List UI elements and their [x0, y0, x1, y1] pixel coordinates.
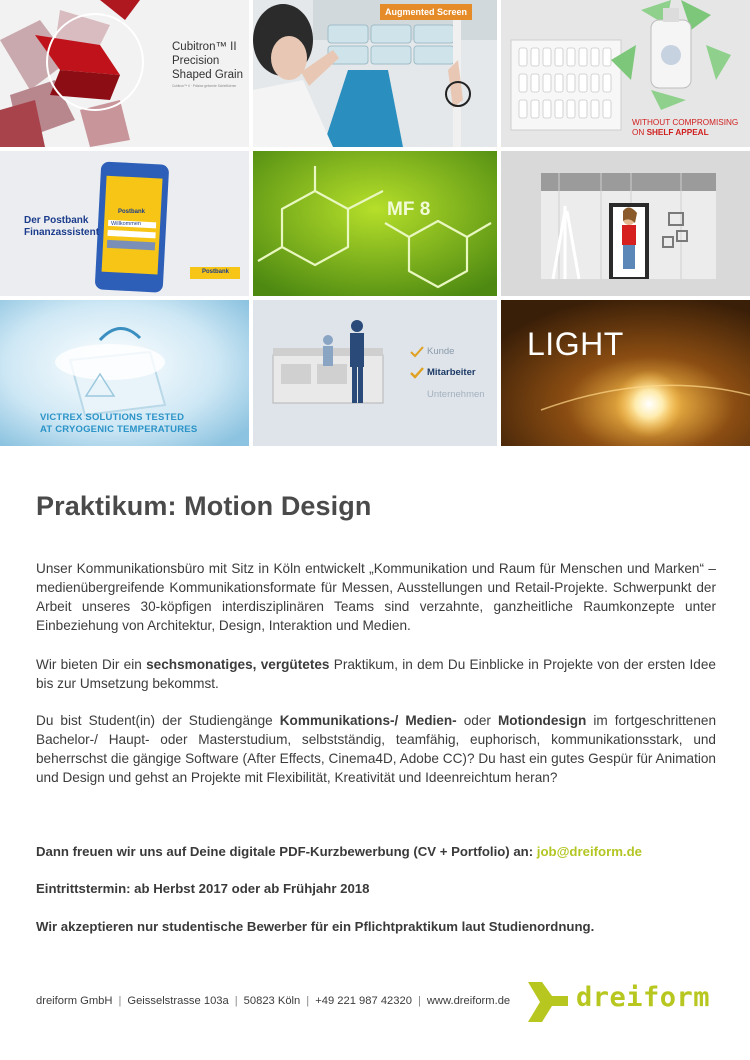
- cubitron-title-line2: Precision: [172, 55, 220, 67]
- cubitron-title-line3: Shaped Grain: [172, 69, 243, 81]
- light-graphic: [501, 300, 750, 446]
- footer-separator: |: [234, 995, 238, 1007]
- light-label: LIGHT: [527, 326, 624, 362]
- mf8-graphic: [253, 151, 497, 296]
- tile-light: [501, 300, 750, 446]
- augmented-screen-badge-text: Augmented Screen: [384, 7, 468, 17]
- start-date-line: Eintrittstermin: ab Herbst 2017 oder ab Frühjahr 2018: [36, 881, 370, 896]
- profile-text-2: oder: [456, 713, 498, 728]
- profile-text-1: Du bist Student(in) der Studiengänge: [36, 713, 280, 728]
- shelf-line2: [632, 128, 738, 138]
- footer-separator: |: [118, 995, 122, 1007]
- profile-bold-1: Kommunikations-/ Medien-: [279, 713, 457, 728]
- footer-street: Geisselstrasse 103a: [127, 995, 229, 1007]
- augmented-screen-graphic: [253, 0, 497, 147]
- dreiform-logo: [526, 978, 721, 1026]
- cubitron-title-line1: Cubitron™ II: [172, 41, 237, 53]
- footer-separator: |: [417, 995, 421, 1007]
- application-text: Dann freuen wir uns auf Deine digitale PDF-Kurzbewerbung (CV + Portfolio) an:: [36, 844, 537, 859]
- footer-separator: |: [306, 995, 310, 1007]
- profile-paragraph: [36, 711, 716, 787]
- postbank-screen-welcome: Willkommen: [111, 221, 141, 227]
- tile-augmented-screen: [253, 0, 497, 147]
- dreiform-logo-wordmark: dreiform: [576, 982, 711, 1013]
- tile-character-scene: [501, 151, 750, 296]
- application-email-link[interactable]: job@dreiform.de: [536, 844, 642, 859]
- character-scene-graphic: [501, 151, 750, 296]
- checklist-item-kunde: Kunde: [427, 346, 455, 357]
- intro-paragraph: Unser Kommunikationsbüro mit Sitz in Köln entwickelt „Kommunikation und Raum für Menschen und Marken“ – medienübergreifende Kommunikationsformate für Messen, Ausstellungen und Retail-Projekte. Schwerpunkt der Arbeit unseres 30-köpfigen interdisziplinären Teams sind verzahnte, ganzheitliche Raumkonzepte unter Einbeziehung von Architektur, Design, Interaktion und Medien.: [36, 561, 716, 633]
- cubitron-caption: Cubitron™ II · Präzise geformte Schleifkörner: [172, 84, 237, 88]
- tile-cubitron: [0, 0, 249, 147]
- tile-postbank: [0, 151, 249, 296]
- footer-contact: [36, 995, 510, 1007]
- tile-mf8: [253, 151, 497, 296]
- victrex-line2: AT CRYOGENIC TEMPERATURES: [40, 424, 198, 435]
- portfolio-grid: [0, 0, 750, 446]
- postbank-title-line2: Finanzassistent: [24, 227, 100, 238]
- postbank-title-line1: Der Postbank: [24, 215, 89, 226]
- offer-text-before: Wir bieten Dir ein: [36, 657, 147, 672]
- application-line: [36, 844, 642, 859]
- checklist-item-unternehmen: Unternehmen: [427, 389, 485, 400]
- profile-bold-2: Motiondesign: [497, 713, 587, 728]
- postbank-badge: Postbank: [202, 269, 230, 275]
- tile-shelf-appeal: [501, 0, 750, 147]
- offer-text-after: Praktikum, in dem Du Einblicke in Projekte von der ersten Idee bis zur Umsetzung bekommst.: [36, 657, 716, 691]
- footer-company: dreiform GmbH: [36, 995, 113, 1007]
- offer-text-bold: sechsmonatiges, vergütetes: [146, 657, 330, 672]
- offer-paragraph: [36, 655, 716, 693]
- page-title: Praktikum: Motion Design: [36, 491, 372, 521]
- victrex-line1: VICTREX SOLUTIONS TESTED: [40, 412, 185, 423]
- tile-office-scene: [253, 300, 497, 446]
- tile-victrex: [0, 300, 249, 446]
- postbank-screen-brand: Postbank: [118, 209, 146, 215]
- shelf-line2-prefix: ON: [632, 128, 647, 137]
- profile-text-3: im fortgeschrittenen Bachelor-/ Haupt- oder Masterstudium, selbstständig, teamfähig, euphorisch, kommunikationsstark, und beherrschst die gängige Software (After Effects, Cinema4D, Adobe CC)? Du hast ein gutes Gespür für Animation und Design und gehst an Projekte mit Flexibilität, Kreativität und Ideenreichtum heran?: [36, 713, 717, 785]
- dreiform-logo-mark-icon: [526, 978, 570, 1026]
- shelf-line1: WITHOUT COMPROMISING: [632, 118, 739, 127]
- checklist-item-mitarbeiter: Mitarbeiter: [427, 367, 476, 378]
- mf8-label: MF 8: [387, 199, 431, 220]
- requirement-line: Wir akzeptieren nur studentische Bewerber für ein Pflichtpraktikum laut Studienordnung.: [36, 919, 595, 934]
- footer-city: 50823 Köln: [243, 995, 301, 1007]
- footer-website-link[interactable]: www.dreiform.de: [426, 995, 511, 1007]
- footer-phone: +49 221 987 42320: [315, 995, 412, 1007]
- shelf-line2-highlight: SHELF APPEAL: [646, 128, 709, 137]
- augmented-screen-badge: [380, 4, 472, 20]
